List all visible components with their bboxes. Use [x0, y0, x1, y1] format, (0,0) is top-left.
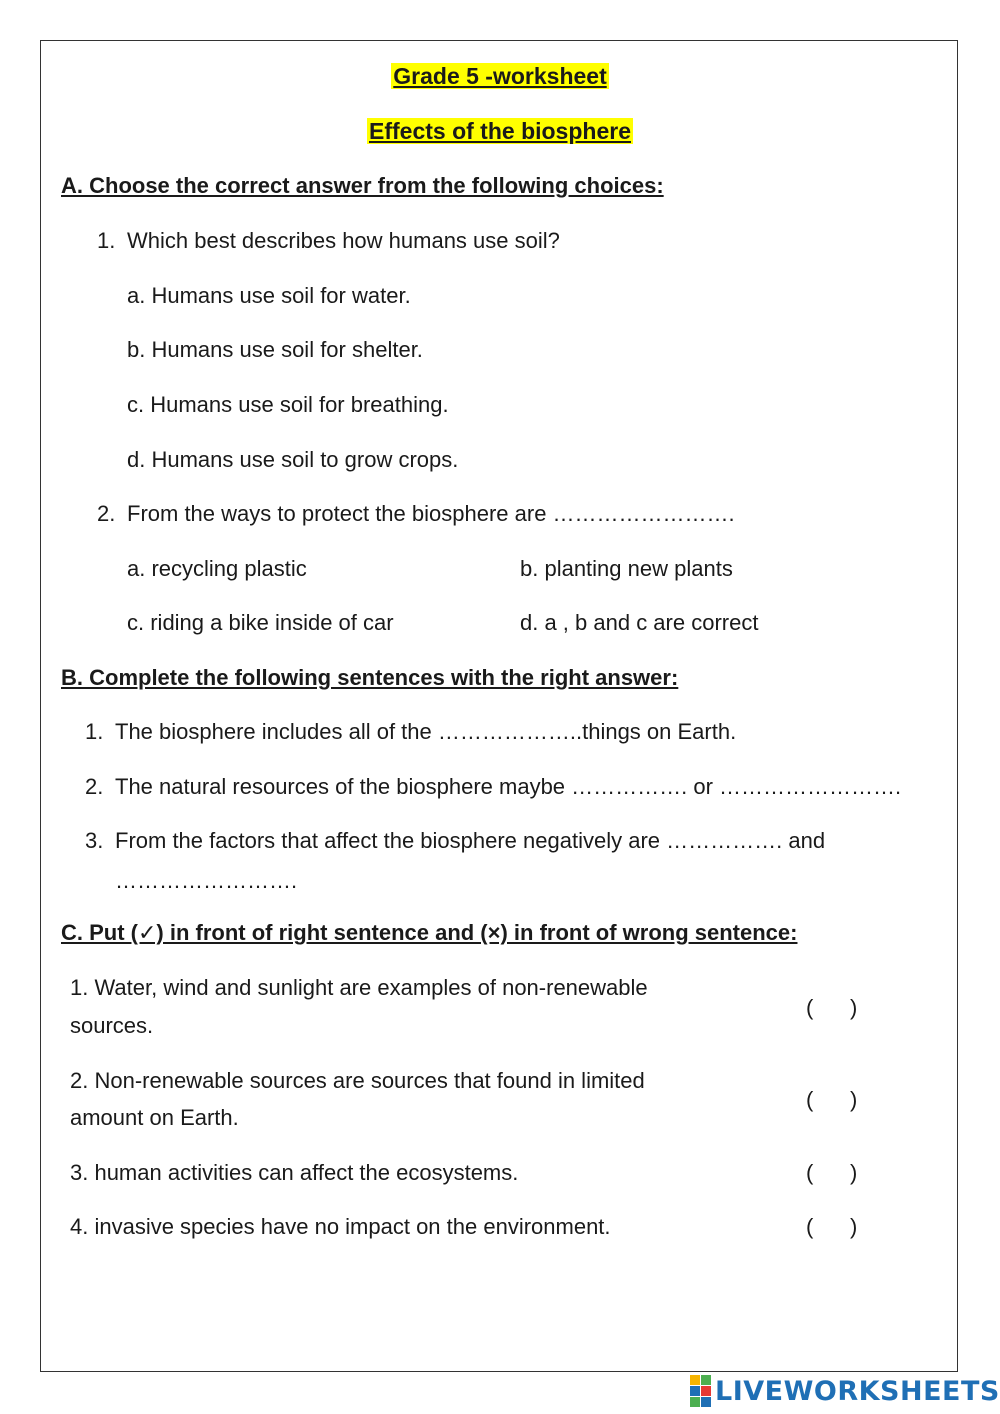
answer-box-c3[interactable]: ( ): [806, 1160, 858, 1185]
fill-blank-b3[interactable]: 3. From the factors that affect the biosphere negatively are ……………. and: [85, 828, 826, 853]
option-a2-c[interactable]: c. riding a bike inside of car: [127, 610, 394, 635]
answer-box-c1[interactable]: ( ): [806, 995, 858, 1020]
worksheet-subtitle: Effects of the biosphere: [369, 118, 631, 144]
fill-blank-b1[interactable]: 1. The biosphere includes all of the ………………..things on Earth.: [85, 719, 737, 744]
option-a2-b[interactable]: b. planting new plants: [520, 556, 733, 581]
fill-blank-b3-continuation[interactable]: …………………….: [115, 868, 298, 893]
option-a2-d[interactable]: d. a , b and c are correct: [520, 610, 759, 635]
question-a2: 2. From the ways to protect the biosphere are …………………….: [97, 501, 735, 526]
question-a1: 1. Which best describes how humans use soil?: [97, 228, 560, 253]
fill-blank-b2[interactable]: 2. The natural resources of the biosphere maybe ……………. or …………………….: [85, 774, 902, 799]
section-c-heading: C. Put (✓) in front of right sentence and (×) in front of wrong sentence:: [61, 920, 798, 945]
statement-c1-line1: 1. Water, wind and sunlight are examples of non-renewable: [70, 975, 648, 1000]
option-a1-d[interactable]: d. Humans use soil to grow crops.: [127, 447, 459, 472]
statement-c2-line2: amount on Earth.: [70, 1105, 239, 1130]
option-a2-a[interactable]: a. recycling plastic: [127, 556, 307, 581]
statement-c4: 4. invasive species have no impact on the environment.: [70, 1214, 611, 1239]
answer-box-c2[interactable]: ( ): [806, 1087, 858, 1112]
answer-box-c4[interactable]: ( ): [806, 1214, 858, 1239]
option-a1-c[interactable]: c. Humans use soil for breathing.: [127, 392, 449, 417]
statement-c3: 3. human activities can affect the ecosystems.: [70, 1160, 519, 1185]
liveworksheets-brand-text: LIVEWORKSHEETS: [715, 1375, 1000, 1407]
section-b-heading: B. Complete the following sentences with the right answer:: [61, 665, 679, 690]
option-a1-a[interactable]: a. Humans use soil for water.: [127, 283, 411, 308]
worksheet-title: Grade 5 -worksheet: [393, 63, 607, 89]
option-a1-b[interactable]: b. Humans use soil for shelter.: [127, 337, 423, 362]
statement-c1-line2: sources.: [70, 1013, 154, 1038]
liveworksheets-logo: [690, 1375, 1000, 1407]
statement-c2-line1: 2. Non-renewable sources are sources that found in limited: [70, 1068, 645, 1093]
section-a-heading: A. Choose the correct answer from the following choices:: [61, 173, 664, 198]
liveworksheets-logo-icon: [690, 1375, 711, 1407]
